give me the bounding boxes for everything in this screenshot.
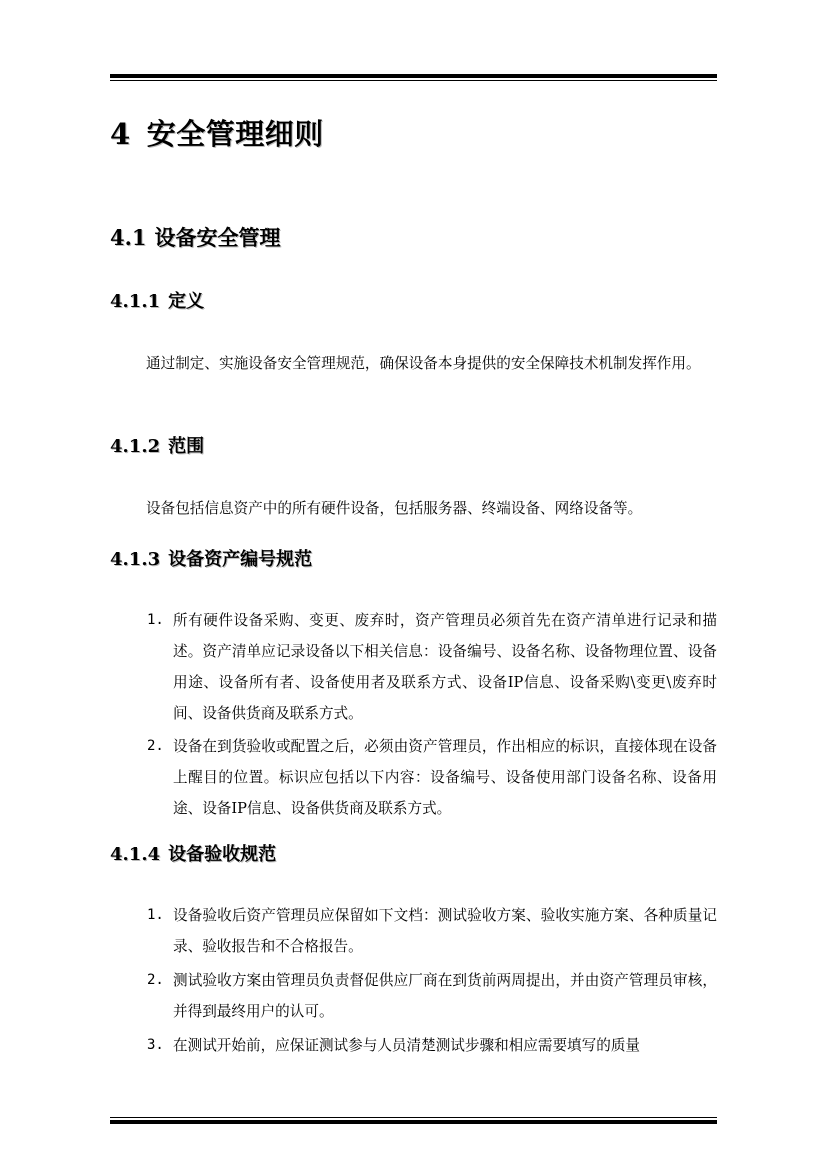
- scope-paragraph: 设备包括信息资产中的所有硬件设备，包括服务器、终端设备、网络设备等。: [146, 500, 643, 517]
- subsection-title: 设备验收规范: [168, 844, 277, 865]
- subsection-heading-asset-numbering: [110, 545, 312, 571]
- list-marker: 3.: [147, 1037, 164, 1053]
- subsection-title: 范围: [168, 436, 205, 457]
- section-number: 4.1: [110, 225, 147, 250]
- list-item: [110, 965, 717, 1027]
- list-item: [110, 900, 717, 962]
- section-title: 设备安全管理: [154, 226, 281, 250]
- list-item-text: 设备在到货验收或配置之后，必须由资产管理员，作出相应的标识，直接体现在设备上醒目的位置。标识应包括以下内容：设备编号、设备使用部门设备名称、设备用途、设备IP信息、设备供货商及联系方式。: [173, 738, 717, 817]
- chapter-heading: [110, 112, 324, 153]
- list-item: [110, 731, 717, 824]
- list-marker: 2.: [147, 738, 164, 754]
- list-item-text: 测试验收方案由管理员负责督促供应厂商在到货前两周提出，并由资产管理员审核，并得到最终用户的认可。: [173, 972, 717, 1020]
- list-item: [110, 605, 717, 729]
- list-marker: 1.: [147, 907, 164, 923]
- subsection-number: 4.1.1: [110, 291, 161, 312]
- definition-paragraph: 通过制定、实施设备安全管理规范，确保设备本身提供的安全保障技术机制发挥作用。: [146, 355, 701, 372]
- list-marker: 1.: [147, 612, 164, 628]
- list-item: [110, 1030, 717, 1061]
- section-heading: [110, 222, 281, 252]
- acceptance-list: [110, 900, 717, 1064]
- chapter-number: 4: [110, 117, 131, 151]
- subsection-number: 4.1.2: [110, 436, 161, 457]
- chapter-title: 安全管理细则: [146, 117, 324, 151]
- footer-rule: [110, 1117, 717, 1124]
- header-rule: [110, 74, 717, 81]
- list-item-text: 设备验收后资产管理员应保留如下文档：测试验收方案、验收实施方案、各种质量记录、验收报告和不合格报告。: [173, 907, 717, 955]
- list-item-text: 所有硬件设备采购、变更、废弃时，资产管理员必须首先在资产清单进行记录和描述。资产清单应记录设备以下相关信息：设备编号、设备名称、设备物理位置、设备用途、设备所有者、设备使用者及联系方式、设备IP信息、设备采购\变更\废弃时间、设备供货商及联系方式。: [173, 612, 717, 722]
- list-marker: 2.: [147, 972, 164, 988]
- subsection-heading-definition: [110, 287, 204, 313]
- subsection-number: 4.1.4: [110, 844, 161, 865]
- subsection-heading-scope: [110, 432, 204, 458]
- subsection-title: 设备资产编号规范: [168, 549, 313, 570]
- asset-numbering-list: [110, 605, 717, 826]
- subsection-number: 4.1.3: [110, 549, 161, 570]
- subsection-heading-acceptance: [110, 840, 276, 866]
- list-item-text: 在测试开始前，应保证测试参与人员清楚测试步骤和相应需要填写的质量: [173, 1037, 641, 1054]
- subsection-title: 定义: [168, 291, 205, 312]
